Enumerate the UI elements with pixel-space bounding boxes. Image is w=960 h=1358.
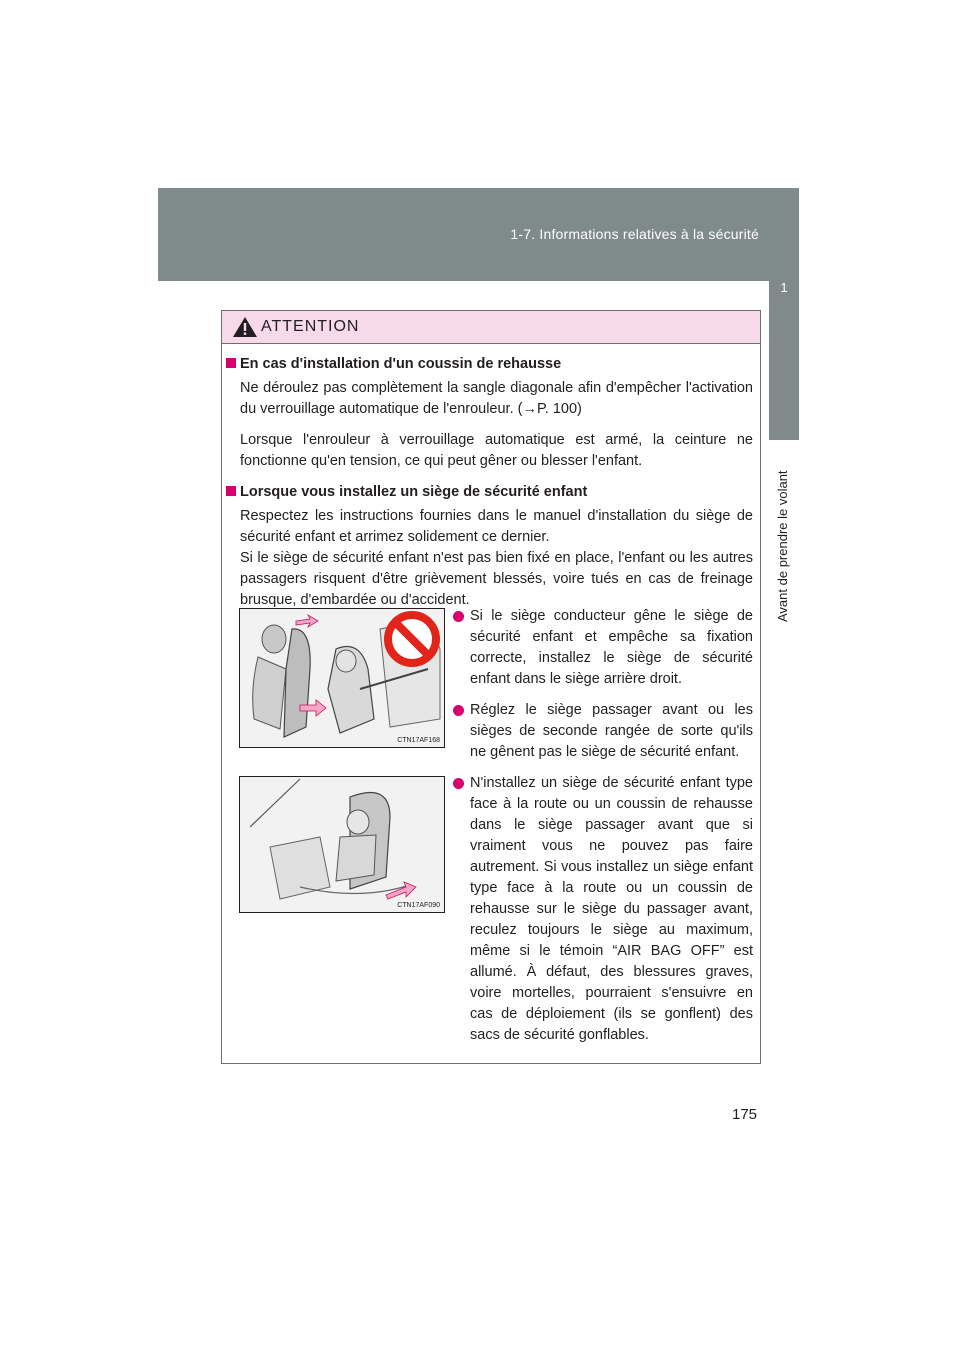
section-heading: En cas d'installation d'un coussin de rehausse (222, 353, 753, 375)
round-bullet-icon (453, 705, 464, 716)
section-heading: Lorsque vous installez un siège de sécurité enfant (222, 481, 753, 503)
section-title: 1-7. Informations relatives à la sécurité (510, 226, 759, 242)
round-bullet-icon (453, 778, 464, 789)
chapter-tab (769, 188, 799, 440)
round-bullet-icon (453, 611, 464, 622)
seat-illustration-icon (240, 777, 444, 912)
list-item: N'installez un siège de sécurité enfant type face à la route ou un coussin de rehausse dans le siège passager avant que si vraiment vous ne pouvez pas faire autrement. Si vous installez un siège enfant type face à la route ou un coussin de rehausse sur le siège du passager avant, reculez toujours le siège au maximum, même si le témoin “AIR BAG OFF” est allumé. À défaut, des blessures graves, voire mortelles, pourraient s'ensuivre en cas de déploiement (ils se gonflent) des sacs de sécurité gonflables. (453, 773, 753, 1046)
illustration-driver-seat (239, 608, 445, 748)
illustration-code: CTN17AF168 (397, 737, 440, 744)
header-bar (158, 188, 799, 281)
chapter-number: 1 (780, 280, 788, 295)
seat-illustration-icon (240, 609, 444, 747)
paragraph: Lorsque l'enrouleur à verrouillage automatique est armé, la ceinture ne fonctionne qu'en tension, ce qui peut gêner ou blesser l'enfant. (240, 432, 753, 469)
prohibition-icon (388, 615, 436, 663)
warning-content (222, 344, 760, 611)
square-bullet-icon (226, 358, 236, 368)
illustration-code: CTN17AF090 (397, 902, 440, 909)
illustration-passenger-seat (239, 776, 445, 913)
bullet-list (453, 606, 753, 1056)
chapter-label: Avant de prendre le volant (775, 470, 790, 622)
list-item: Si le siège conducteur gêne le siège de sécurité enfant et empêche sa fixation correcte, installez le siège de sécurité enfant dans le siège arrière droit. (453, 606, 753, 690)
warning-header (222, 311, 760, 344)
paragraph: Ne déroulez pas complètement la sangle diagonale afin d'empêcher l'activation du verrouillage automatique de l'enrouleur. (→P. 100) (240, 380, 753, 417)
warning-triangle-icon (232, 316, 258, 338)
paragraph: Si le siège de sécurité enfant n'est pas bien fixé en place, l'enfant ou les autres passagers risquent d'être grièvement blessés, voire tués en cas de freinage brusque, d'embardée ou d'accident. (240, 550, 753, 608)
square-bullet-icon (226, 486, 236, 496)
page-number: 175 (732, 1106, 758, 1123)
paragraph: Respectez les instructions fournies dans le manuel d'installation du siège de sécurité enfant et arrimez solidement ce dernier. (240, 508, 753, 545)
list-item: Réglez le siège passager avant ou les sièges de seconde rangée de sorte qu'ils ne gênent pas le siège de sécurité enfant. (453, 700, 753, 763)
warning-box (221, 310, 761, 1064)
warning-title: ATTENTION (261, 318, 360, 335)
